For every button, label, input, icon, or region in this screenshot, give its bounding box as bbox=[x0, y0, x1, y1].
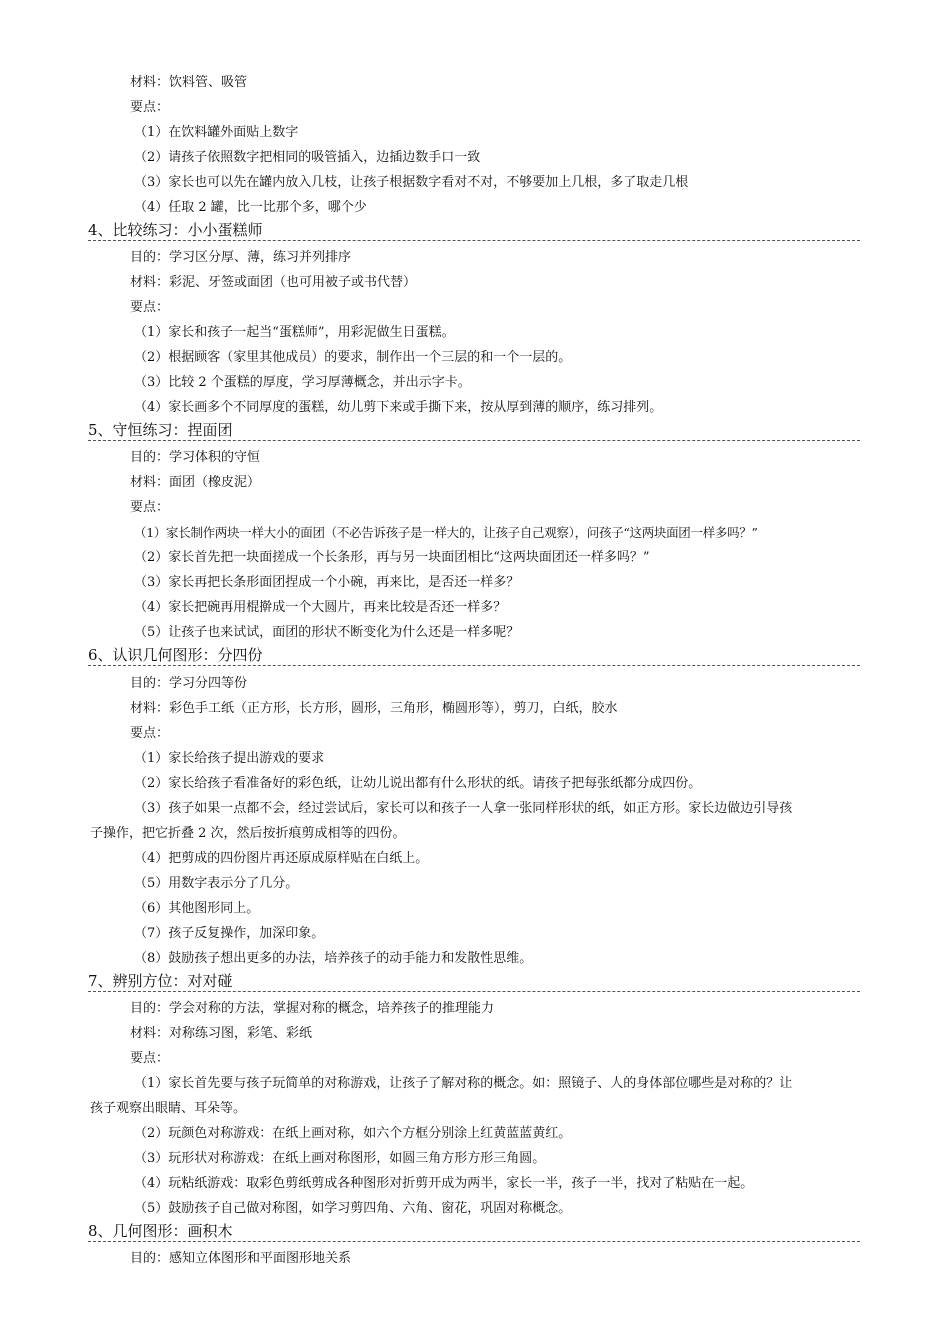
points-label: 要点： bbox=[130, 100, 170, 115]
list-item: （2）根据顾客（家里其他成员）的要求，制作出一个三层的和一个一层的。 bbox=[134, 350, 572, 365]
list-item: （1）家长给孩子提出游戏的要求 bbox=[134, 751, 325, 766]
points-label: 要点： bbox=[130, 1051, 170, 1066]
list-item: （7）孩子反复操作，加深印象。 bbox=[134, 926, 325, 941]
purpose-line: 目的：学习区分厚、薄，练习并列排序 bbox=[130, 250, 352, 265]
material-line: 材料：彩泥、牙签或面团（也可用被子或书代替） bbox=[130, 275, 417, 290]
list-item: （5）鼓励孩子自己做对称图，如学习剪四角、六角、窗花，巩固对称概念。 bbox=[134, 1201, 572, 1216]
list-item: （4）家长画多个不同厚度的蛋糕，幼儿剪下来或手撕下来，按从厚到薄的顺序，练习排列。 bbox=[134, 400, 663, 415]
list-item: （3）家长再把长条形面团捏成一个小碗，再来比，是否还一样多？ bbox=[134, 575, 520, 590]
list-item: （1）家长制作两块一样大小的面团（不必告诉孩子是一样大的，让孩子自己观察），问孩子“这两块面团一样多吗？” bbox=[134, 525, 758, 540]
purpose-line: 目的：感知立体图形和平面图形地关系 bbox=[130, 1251, 352, 1266]
section-heading: 4、比较练习：小小蛋糕师 bbox=[88, 220, 860, 241]
list-item: （3）孩子如果一点都不会，经过尝试后，家长可以和孩子一人拿一张同样形状的纸，如正方形。家长边做边引导孩 bbox=[134, 801, 793, 816]
list-item: （2）家长给孩子看准备好的彩色纸，让幼儿说出都有什么形状的纸。请孩子把每张纸都分成四份。 bbox=[134, 776, 702, 791]
points-label: 要点： bbox=[130, 726, 170, 741]
section-heading: 6、认识几何图形：分四份 bbox=[88, 645, 860, 666]
list-item: （1）家长和孩子一起当“蛋糕师”，用彩泥做生日蛋糕。 bbox=[134, 325, 455, 340]
material-line: 材料：对称练习图，彩笔、彩纸 bbox=[130, 1026, 313, 1041]
material-line: 材料：彩色手工纸（正方形，长方形，圆形，三角形，椭圆形等），剪刀，白纸，胶水 bbox=[130, 701, 618, 716]
material-line: 材料：面团（橡皮泥） bbox=[130, 475, 261, 490]
list-item: （4）玩粘纸游戏：取彩色剪纸剪成各种图形对折剪开成为两半，家长一半，孩子一半，找对了粘贴在一起。 bbox=[134, 1176, 754, 1191]
list-item: （8）鼓励孩子想出更多的办法，培养孩子的动手能力和发散性思维。 bbox=[134, 951, 533, 966]
list-item: （4）把剪成的四份图片再还原成原样贴在白纸上。 bbox=[134, 851, 429, 866]
list-item: （5）让孩子也来试试，面团的形状不断变化为什么还是一样多呢？ bbox=[134, 625, 520, 640]
section-heading: 5、守恒练习：捏面团 bbox=[88, 420, 860, 441]
points-label: 要点： bbox=[130, 500, 170, 515]
list-item: （2）家长首先把一块面搓成一个长条形，再与另一块面团相比“这两块面团还一样多吗？” bbox=[134, 550, 650, 565]
material-line: 材料：饮料管、吸管 bbox=[130, 75, 248, 90]
list-item-continuation: 孩子观察出眼睛、耳朵等。 bbox=[90, 1101, 247, 1116]
list-item: （3）比较 2 个蛋糕的厚度，学习厚薄概念，并出示字卡。 bbox=[134, 375, 471, 390]
list-item-continuation: 子操作，把它折叠 2 次，然后按折痕剪成相等的四份。 bbox=[90, 826, 406, 841]
list-item: （1）在饮料罐外面贴上数字 bbox=[134, 125, 299, 140]
list-item: （3）家长也可以先在罐内放入几枝，让孩子根据数字看对不对，不够要加上几根，多了取走几根 bbox=[134, 175, 689, 190]
list-item: （4）家长把碗再用棍擀成一个大圆片，再来比较是否还一样多？ bbox=[134, 600, 507, 615]
list-item: （2）玩颜色对称游戏：在纸上画对称，如六个方框分别涂上红黄蓝蓝黄红。 bbox=[134, 1126, 572, 1141]
section-heading: 8、几何图形：画积木 bbox=[88, 1221, 860, 1242]
list-item: （5）用数字表示分了几分。 bbox=[134, 876, 299, 891]
list-item: （4）任取 2 罐，比一比那个多，哪个少 bbox=[134, 200, 367, 215]
list-item: （3）玩形状对称游戏：在纸上画对称图形，如圆三角方形方形三角圆。 bbox=[134, 1151, 546, 1166]
list-item: （6）其他图形同上。 bbox=[134, 901, 260, 916]
list-item: （2）请孩子依照数字把相同的吸管插入，边插边数手口一致 bbox=[134, 150, 481, 165]
section-heading: 7、辨别方位：对对碰 bbox=[88, 971, 860, 992]
purpose-line: 目的：学会对称的方法，掌握对称的概念，培养孩子的推理能力 bbox=[130, 1001, 495, 1016]
list-item: （1）家长首先要与孩子玩简单的对称游戏，让孩子了解对称的概念。如：照镜子、人的身体部位哪些是对称的？让 bbox=[134, 1076, 793, 1091]
purpose-line: 目的：学习体积的守恒 bbox=[130, 450, 261, 465]
purpose-line: 目的：学习分四等份 bbox=[130, 676, 248, 691]
points-label: 要点： bbox=[130, 300, 170, 315]
